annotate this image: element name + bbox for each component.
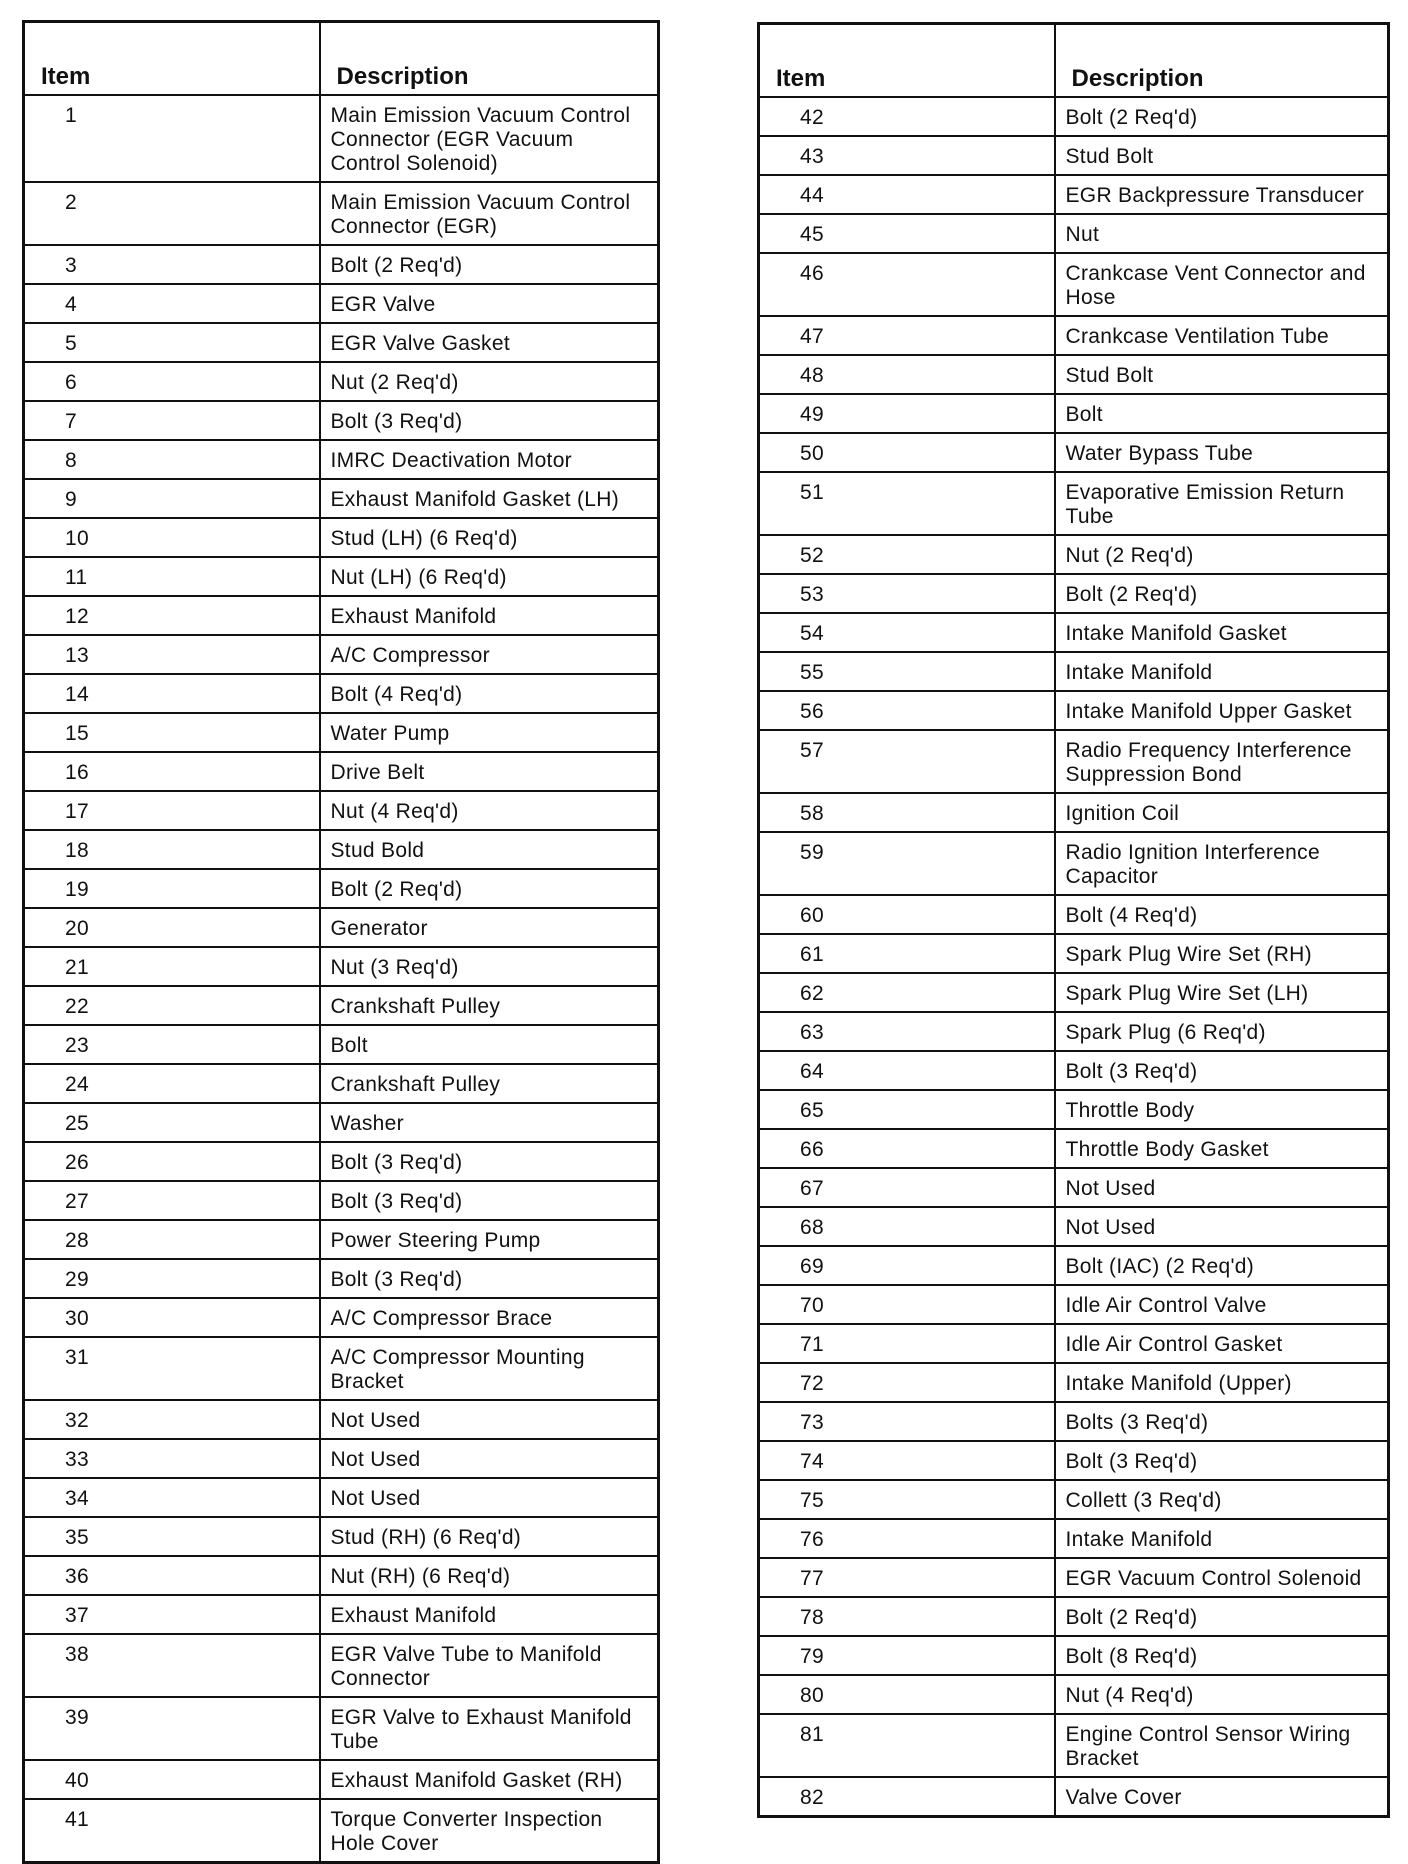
description-column-header: Description bbox=[1055, 24, 1389, 98]
item-number-cell: 54 bbox=[759, 613, 1055, 652]
description-cell: Stud Bolt bbox=[1055, 136, 1389, 175]
item-number-cell: 78 bbox=[759, 1597, 1055, 1636]
description-cell: Exhaust Manifold bbox=[320, 1595, 659, 1634]
table-row bbox=[759, 394, 1389, 433]
table-row bbox=[24, 791, 659, 830]
description-cell: Throttle Body bbox=[1055, 1090, 1389, 1129]
parts-table-left bbox=[22, 20, 660, 1864]
description-cell: EGR Valve Tube to Manifold Connector bbox=[320, 1634, 659, 1697]
item-number-cell: 77 bbox=[759, 1558, 1055, 1597]
item-number-cell: 22 bbox=[24, 986, 320, 1025]
description-cell: EGR Backpressure Transducer bbox=[1055, 175, 1389, 214]
item-number-cell: 4 bbox=[24, 284, 320, 323]
description-cell: Bolt (IAC) (2 Req'd) bbox=[1055, 1246, 1389, 1285]
item-number-cell: 35 bbox=[24, 1517, 320, 1556]
description-cell: Main Emission Vacuum Control Connector (EGR Vacuum Control Solenoid) bbox=[320, 95, 659, 182]
description-cell: Bolt (3 Req'd) bbox=[1055, 1051, 1389, 1090]
item-number-cell: 57 bbox=[759, 730, 1055, 793]
item-number-cell: 59 bbox=[759, 832, 1055, 895]
item-number-cell: 11 bbox=[24, 557, 320, 596]
item-number-cell: 15 bbox=[24, 713, 320, 752]
item-number-cell: 75 bbox=[759, 1480, 1055, 1519]
table-row bbox=[759, 1558, 1389, 1597]
table-row bbox=[759, 832, 1389, 895]
table-row bbox=[759, 1051, 1389, 1090]
item-number-cell: 38 bbox=[24, 1634, 320, 1697]
description-cell: Nut (4 Req'd) bbox=[1055, 1675, 1389, 1714]
description-cell: Intake Manifold Gasket bbox=[1055, 613, 1389, 652]
description-cell: Main Emission Vacuum Control Connector (EGR) bbox=[320, 182, 659, 245]
item-number-cell: 30 bbox=[24, 1298, 320, 1337]
item-number-cell: 63 bbox=[759, 1012, 1055, 1051]
description-cell: EGR Valve bbox=[320, 284, 659, 323]
item-number-cell: 25 bbox=[24, 1103, 320, 1142]
description-cell: Nut (3 Req'd) bbox=[320, 947, 659, 986]
description-cell: Throttle Body Gasket bbox=[1055, 1129, 1389, 1168]
item-number-cell: 76 bbox=[759, 1519, 1055, 1558]
item-number-cell: 81 bbox=[759, 1714, 1055, 1777]
table-row bbox=[24, 1025, 659, 1064]
table-row bbox=[759, 1480, 1389, 1519]
item-number-cell: 53 bbox=[759, 574, 1055, 613]
table-row bbox=[759, 253, 1389, 316]
description-cell: Ignition Coil bbox=[1055, 793, 1389, 832]
description-cell: Bolt (2 Req'd) bbox=[1055, 574, 1389, 613]
table-row bbox=[24, 182, 659, 245]
table-row bbox=[759, 472, 1389, 535]
table-row bbox=[759, 1597, 1389, 1636]
table-row bbox=[759, 1090, 1389, 1129]
table-row bbox=[24, 323, 659, 362]
description-cell: Water Bypass Tube bbox=[1055, 433, 1389, 472]
description-cell: Valve Cover bbox=[1055, 1777, 1389, 1817]
description-cell: Stud (LH) (6 Req'd) bbox=[320, 518, 659, 557]
item-number-cell: 49 bbox=[759, 394, 1055, 433]
table-row bbox=[24, 830, 659, 869]
table-header-row bbox=[759, 24, 1389, 98]
item-number-cell: 46 bbox=[759, 253, 1055, 316]
description-cell: EGR Valve to Exhaust Manifold Tube bbox=[320, 1697, 659, 1760]
item-number-cell: 61 bbox=[759, 934, 1055, 973]
table-row bbox=[759, 1129, 1389, 1168]
description-cell: Bolt (3 Req'd) bbox=[320, 1142, 659, 1181]
table-row bbox=[24, 95, 659, 182]
table-row bbox=[759, 1012, 1389, 1051]
description-cell: Exhaust Manifold Gasket (RH) bbox=[320, 1760, 659, 1799]
table-row bbox=[759, 214, 1389, 253]
table-row bbox=[24, 1556, 659, 1595]
table-row bbox=[24, 986, 659, 1025]
description-cell: Intake Manifold bbox=[1055, 652, 1389, 691]
parts-table-right bbox=[757, 22, 1390, 1818]
description-cell: Intake Manifold Upper Gasket bbox=[1055, 691, 1389, 730]
description-cell: Power Steering Pump bbox=[320, 1220, 659, 1259]
parts-table-right-body bbox=[759, 97, 1389, 1817]
table-row bbox=[759, 1714, 1389, 1777]
item-number-cell: 16 bbox=[24, 752, 320, 791]
table-row bbox=[24, 1181, 659, 1220]
description-cell: Bolts (3 Req'd) bbox=[1055, 1402, 1389, 1441]
description-cell: Stud (RH) (6 Req'd) bbox=[320, 1517, 659, 1556]
description-cell: Generator bbox=[320, 908, 659, 947]
item-number-cell: 27 bbox=[24, 1181, 320, 1220]
table-row bbox=[759, 136, 1389, 175]
parts-table-left-body bbox=[24, 95, 659, 1863]
description-cell: Crankshaft Pulley bbox=[320, 1064, 659, 1103]
description-cell: Bolt (4 Req'd) bbox=[1055, 895, 1389, 934]
description-cell: Exhaust Manifold Gasket (LH) bbox=[320, 479, 659, 518]
item-number-cell: 68 bbox=[759, 1207, 1055, 1246]
table-row bbox=[759, 1168, 1389, 1207]
item-number-cell: 72 bbox=[759, 1363, 1055, 1402]
table-row bbox=[24, 1634, 659, 1697]
table-row bbox=[24, 557, 659, 596]
table-row bbox=[24, 1478, 659, 1517]
table-row bbox=[759, 433, 1389, 472]
item-number-cell: 45 bbox=[759, 214, 1055, 253]
description-cell: Drive Belt bbox=[320, 752, 659, 791]
description-cell: Nut (2 Req'd) bbox=[1055, 535, 1389, 574]
table-row bbox=[759, 1402, 1389, 1441]
item-number-cell: 55 bbox=[759, 652, 1055, 691]
description-cell: Bolt bbox=[320, 1025, 659, 1064]
description-cell: Bolt (3 Req'd) bbox=[1055, 1441, 1389, 1480]
item-column-header: Item bbox=[24, 22, 320, 96]
item-number-cell: 3 bbox=[24, 245, 320, 284]
item-number-cell: 33 bbox=[24, 1439, 320, 1478]
table-row bbox=[24, 1064, 659, 1103]
item-number-cell: 18 bbox=[24, 830, 320, 869]
description-cell: Stud Bold bbox=[320, 830, 659, 869]
description-cell: Nut (LH) (6 Req'd) bbox=[320, 557, 659, 596]
table-row bbox=[24, 1439, 659, 1478]
description-cell: Torque Converter Inspection Hole Cover bbox=[320, 1799, 659, 1863]
description-cell: Bolt (2 Req'd) bbox=[320, 245, 659, 284]
item-number-cell: 37 bbox=[24, 1595, 320, 1634]
table-row bbox=[24, 1595, 659, 1634]
description-cell: Nut (RH) (6 Req'd) bbox=[320, 1556, 659, 1595]
description-cell: Evaporative Emission Return Tube bbox=[1055, 472, 1389, 535]
item-number-cell: 42 bbox=[759, 97, 1055, 136]
item-number-cell: 23 bbox=[24, 1025, 320, 1064]
item-number-cell: 31 bbox=[24, 1337, 320, 1400]
description-cell: Nut (4 Req'd) bbox=[320, 791, 659, 830]
table-row bbox=[759, 1207, 1389, 1246]
description-cell: Crankshaft Pulley bbox=[320, 986, 659, 1025]
description-column-header: Description bbox=[320, 22, 659, 96]
table-row bbox=[24, 1142, 659, 1181]
description-cell: Bolt (3 Req'd) bbox=[320, 401, 659, 440]
description-cell: Washer bbox=[320, 1103, 659, 1142]
item-number-cell: 50 bbox=[759, 433, 1055, 472]
item-number-cell: 34 bbox=[24, 1478, 320, 1517]
item-number-cell: 51 bbox=[759, 472, 1055, 535]
description-cell: Bolt (3 Req'd) bbox=[320, 1259, 659, 1298]
item-number-cell: 39 bbox=[24, 1697, 320, 1760]
table-row bbox=[759, 97, 1389, 136]
item-number-cell: 14 bbox=[24, 674, 320, 713]
item-number-cell: 28 bbox=[24, 1220, 320, 1259]
item-number-cell: 5 bbox=[24, 323, 320, 362]
item-number-cell: 65 bbox=[759, 1090, 1055, 1129]
description-cell: Radio Ignition Interference Capacitor bbox=[1055, 832, 1389, 895]
item-column-header: Item bbox=[759, 24, 1055, 98]
table-row bbox=[759, 1441, 1389, 1480]
item-number-cell: 10 bbox=[24, 518, 320, 557]
description-cell: Intake Manifold bbox=[1055, 1519, 1389, 1558]
table-row bbox=[24, 518, 659, 557]
item-number-cell: 6 bbox=[24, 362, 320, 401]
description-cell: Bolt (8 Req'd) bbox=[1055, 1636, 1389, 1675]
item-number-cell: 29 bbox=[24, 1259, 320, 1298]
item-number-cell: 82 bbox=[759, 1777, 1055, 1817]
item-number-cell: 8 bbox=[24, 440, 320, 479]
table-row bbox=[759, 1324, 1389, 1363]
item-number-cell: 20 bbox=[24, 908, 320, 947]
item-number-cell: 32 bbox=[24, 1400, 320, 1439]
table-row bbox=[759, 1636, 1389, 1675]
table-row bbox=[24, 752, 659, 791]
table-row bbox=[24, 245, 659, 284]
description-cell: Exhaust Manifold bbox=[320, 596, 659, 635]
item-number-cell: 17 bbox=[24, 791, 320, 830]
item-number-cell: 71 bbox=[759, 1324, 1055, 1363]
item-number-cell: 24 bbox=[24, 1064, 320, 1103]
item-number-cell: 70 bbox=[759, 1285, 1055, 1324]
table-row bbox=[759, 316, 1389, 355]
table-row bbox=[759, 1519, 1389, 1558]
item-number-cell: 66 bbox=[759, 1129, 1055, 1168]
description-cell: Not Used bbox=[1055, 1207, 1389, 1246]
item-number-cell: 44 bbox=[759, 175, 1055, 214]
description-cell: Intake Manifold (Upper) bbox=[1055, 1363, 1389, 1402]
table-row bbox=[759, 934, 1389, 973]
item-number-cell: 7 bbox=[24, 401, 320, 440]
table-row bbox=[24, 1697, 659, 1760]
table-row bbox=[24, 908, 659, 947]
table-row bbox=[24, 596, 659, 635]
description-cell: Engine Control Sensor Wiring Bracket bbox=[1055, 1714, 1389, 1777]
description-cell: Spark Plug Wire Set (LH) bbox=[1055, 973, 1389, 1012]
item-number-cell: 48 bbox=[759, 355, 1055, 394]
item-number-cell: 64 bbox=[759, 1051, 1055, 1090]
item-number-cell: 2 bbox=[24, 182, 320, 245]
description-cell: Bolt (2 Req'd) bbox=[320, 869, 659, 908]
table-row bbox=[759, 793, 1389, 832]
description-cell: Crankcase Ventilation Tube bbox=[1055, 316, 1389, 355]
item-number-cell: 62 bbox=[759, 973, 1055, 1012]
description-cell: Spark Plug Wire Set (RH) bbox=[1055, 934, 1389, 973]
item-number-cell: 19 bbox=[24, 869, 320, 908]
table-row bbox=[759, 973, 1389, 1012]
table-row bbox=[24, 635, 659, 674]
item-number-cell: 36 bbox=[24, 1556, 320, 1595]
description-cell: Bolt (3 Req'd) bbox=[320, 1181, 659, 1220]
description-cell: Bolt (2 Req'd) bbox=[1055, 1597, 1389, 1636]
description-cell: Not Used bbox=[320, 1478, 659, 1517]
table-row bbox=[759, 355, 1389, 394]
description-cell: Stud Bolt bbox=[1055, 355, 1389, 394]
table-row bbox=[24, 401, 659, 440]
item-number-cell: 43 bbox=[759, 136, 1055, 175]
description-cell: Radio Frequency Interference Suppression Bond bbox=[1055, 730, 1389, 793]
item-number-cell: 56 bbox=[759, 691, 1055, 730]
table-row bbox=[759, 535, 1389, 574]
item-number-cell: 67 bbox=[759, 1168, 1055, 1207]
table-row bbox=[24, 284, 659, 323]
table-row bbox=[759, 574, 1389, 613]
table-row bbox=[759, 1285, 1389, 1324]
item-number-cell: 1 bbox=[24, 95, 320, 182]
table-row bbox=[24, 674, 659, 713]
table-row bbox=[24, 1337, 659, 1400]
table-row bbox=[759, 691, 1389, 730]
description-cell: Bolt (2 Req'd) bbox=[1055, 97, 1389, 136]
table-row bbox=[24, 1400, 659, 1439]
item-number-cell: 12 bbox=[24, 596, 320, 635]
table-row bbox=[759, 175, 1389, 214]
table-row bbox=[24, 362, 659, 401]
table-row bbox=[759, 613, 1389, 652]
table-header-row bbox=[24, 22, 659, 96]
table-row bbox=[759, 1363, 1389, 1402]
table-row bbox=[759, 652, 1389, 691]
description-cell: Idle Air Control Valve bbox=[1055, 1285, 1389, 1324]
item-number-cell: 58 bbox=[759, 793, 1055, 832]
description-cell: Water Pump bbox=[320, 713, 659, 752]
description-cell: A/C Compressor bbox=[320, 635, 659, 674]
description-cell: A/C Compressor Brace bbox=[320, 1298, 659, 1337]
table-row bbox=[24, 1103, 659, 1142]
item-number-cell: 52 bbox=[759, 535, 1055, 574]
description-cell: EGR Valve Gasket bbox=[320, 323, 659, 362]
description-cell: Idle Air Control Gasket bbox=[1055, 1324, 1389, 1363]
table-row bbox=[24, 1517, 659, 1556]
description-cell: Not Used bbox=[320, 1439, 659, 1478]
table-row bbox=[759, 1777, 1389, 1817]
description-cell: Nut (2 Req'd) bbox=[320, 362, 659, 401]
item-number-cell: 41 bbox=[24, 1799, 320, 1863]
description-cell: Bolt (4 Req'd) bbox=[320, 674, 659, 713]
item-number-cell: 47 bbox=[759, 316, 1055, 355]
description-cell: Not Used bbox=[320, 1400, 659, 1439]
table-row bbox=[24, 440, 659, 479]
description-cell: Nut bbox=[1055, 214, 1389, 253]
table-row bbox=[759, 1675, 1389, 1714]
table-row bbox=[24, 1298, 659, 1337]
description-cell: Crankcase Vent Connector and Hose bbox=[1055, 253, 1389, 316]
table-row bbox=[24, 1259, 659, 1298]
table-row bbox=[24, 1220, 659, 1259]
item-number-cell: 21 bbox=[24, 947, 320, 986]
item-number-cell: 74 bbox=[759, 1441, 1055, 1480]
table-row bbox=[759, 1246, 1389, 1285]
item-number-cell: 9 bbox=[24, 479, 320, 518]
table-row bbox=[24, 1799, 659, 1863]
item-number-cell: 26 bbox=[24, 1142, 320, 1181]
description-cell: Spark Plug (6 Req'd) bbox=[1055, 1012, 1389, 1051]
item-number-cell: 69 bbox=[759, 1246, 1055, 1285]
item-number-cell: 80 bbox=[759, 1675, 1055, 1714]
description-cell: Bolt bbox=[1055, 394, 1389, 433]
item-number-cell: 13 bbox=[24, 635, 320, 674]
item-number-cell: 60 bbox=[759, 895, 1055, 934]
item-number-cell: 79 bbox=[759, 1636, 1055, 1675]
table-row bbox=[24, 713, 659, 752]
item-number-cell: 40 bbox=[24, 1760, 320, 1799]
description-cell: Not Used bbox=[1055, 1168, 1389, 1207]
description-cell: A/C Compressor Mounting Bracket bbox=[320, 1337, 659, 1400]
description-cell: Collett (3 Req'd) bbox=[1055, 1480, 1389, 1519]
item-number-cell: 73 bbox=[759, 1402, 1055, 1441]
table-row bbox=[759, 730, 1389, 793]
table-row bbox=[759, 895, 1389, 934]
table-row bbox=[24, 869, 659, 908]
table-row bbox=[24, 479, 659, 518]
table-row bbox=[24, 1760, 659, 1799]
description-cell: IMRC Deactivation Motor bbox=[320, 440, 659, 479]
table-row bbox=[24, 947, 659, 986]
description-cell: EGR Vacuum Control Solenoid bbox=[1055, 1558, 1389, 1597]
